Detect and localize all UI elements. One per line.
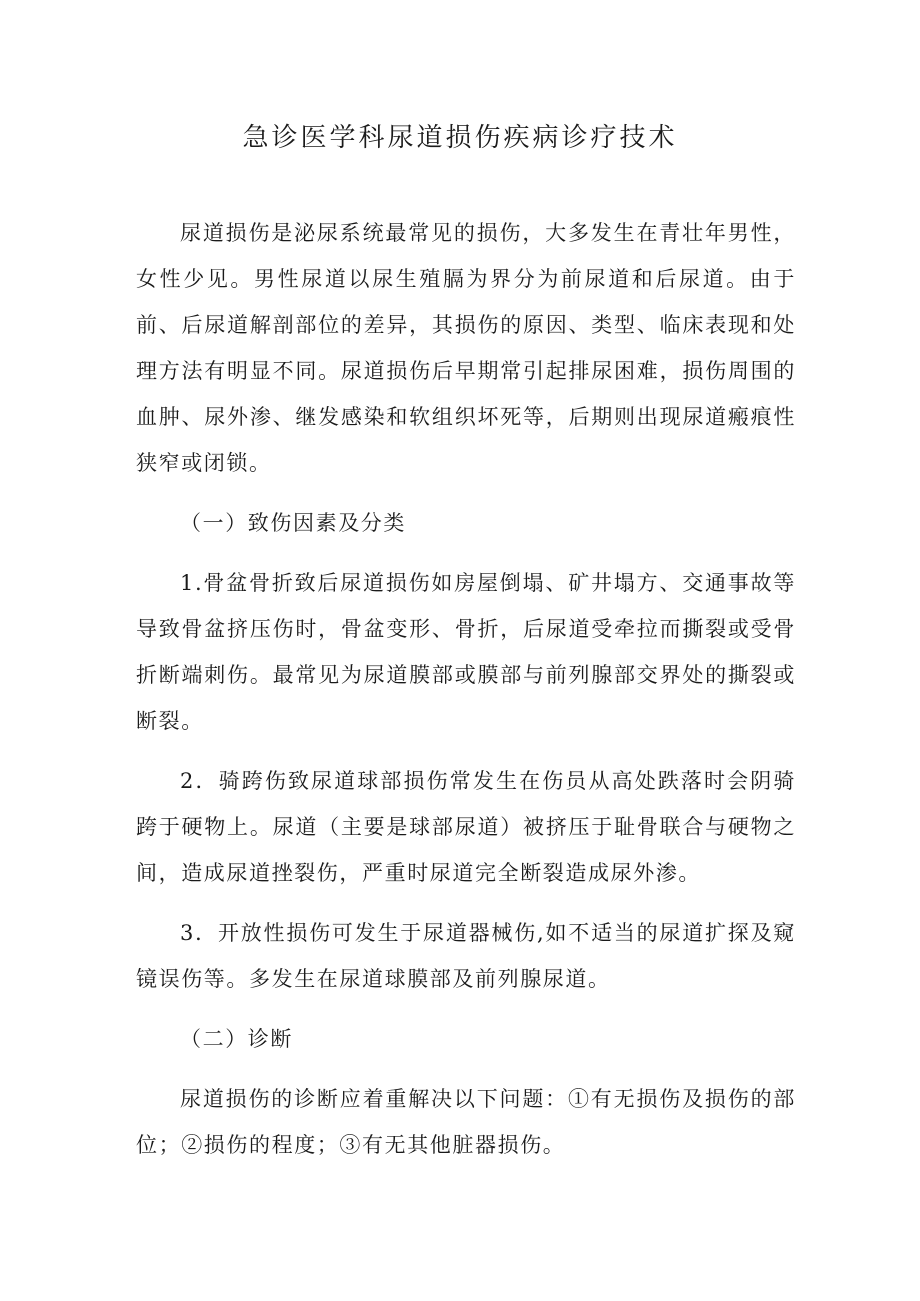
document-title: 急诊医学科尿道损伤疾病诊疗技术 bbox=[242, 123, 678, 153]
section-heading-diagnosis: （二）诊断 bbox=[180, 1027, 293, 1051]
document-body bbox=[136, 210, 796, 1182]
diagnosis-paragraph: 尿道损伤的诊断应着重解决以下问题：①有无损伤及损伤的部位；②损伤的程度；③有无其他脏器损伤。 bbox=[136, 1087, 796, 1157]
list-item-open-injury: 3．开放性损伤可发生于尿道器械伤,如不适当的尿道扩探及窥镜误伤等。多发生在尿道球膜部及前列腺尿道。 bbox=[136, 921, 796, 991]
list-item-pelvic-fracture: 1.骨盆骨折致后尿道损伤如房屋倒塌、矿井塌方、交通事故等导致骨盆挤压伤时，骨盆变形、骨折，后尿道受牵拉而撕裂或受骨折断端刺伤。最常见为尿道膜部或膜部与前列腺部交界处的撕裂或断裂。 bbox=[136, 571, 796, 733]
intro-paragraph: 尿道损伤是泌尿系统最常见的损伤，大多发生在青壮年男性，女性少见。男性尿道以尿生殖膈为界分为前尿道和后尿道。由于前、后尿道解剖部位的差异，其损伤的原因、类型、临床表现和处理方法有明显不同。尿道损伤后早期常引起排尿困难，损伤周围的血肿、尿外渗、继发感染和软组织坏死等，后期则出现尿道瘢痕性狭窄或闭锁。 bbox=[136, 221, 796, 475]
section-heading-injury-causes: （一）致伤因素及分类 bbox=[180, 511, 406, 535]
list-item-straddle-injury: 2．骑跨伤致尿道球部损伤常发生在伤员从高处跌落时会阴骑跨于硬物上。尿道（主要是球部尿道）被挤压于耻骨联合与硬物之间，造成尿道挫裂伤，严重时尿道完全断裂造成尿外渗。 bbox=[136, 769, 796, 885]
